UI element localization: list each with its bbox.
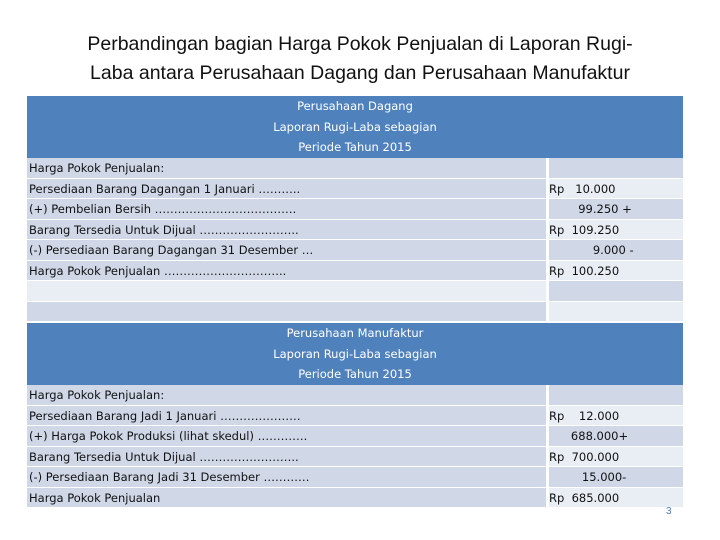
row-value: Rp 109.250 bbox=[549, 220, 683, 240]
row-label: Persediaan Barang Dagangan 1 Januari ……….. bbox=[27, 179, 546, 199]
row-label: (+) Harga Pokok Produksi (lihat skedul) …………. bbox=[27, 426, 546, 446]
row-label bbox=[27, 281, 546, 301]
table-row bbox=[27, 158, 683, 179]
table-row bbox=[27, 302, 683, 323]
row-label bbox=[27, 302, 546, 322]
row-value: 688.000+ bbox=[549, 426, 683, 446]
row-label: (-) Persediaan Barang Dagangan 31 Desember … bbox=[27, 240, 546, 260]
table-row bbox=[27, 467, 683, 488]
table-row bbox=[27, 426, 683, 447]
row-value: Rp 12.000 bbox=[549, 406, 683, 426]
table-row bbox=[27, 447, 683, 468]
row-value: Rp 10.000 bbox=[549, 179, 683, 199]
row-label: Barang Tersedia Untuk Dijual …………………….. bbox=[27, 220, 546, 240]
header-company: Perusahaan Dagang bbox=[297, 99, 413, 113]
row-label: Harga Pokok Penjualan: bbox=[27, 158, 546, 178]
row-label: (-) Persediaan Barang Jadi 31 Desember ………… bbox=[27, 467, 546, 487]
table-row bbox=[27, 199, 683, 220]
table-row bbox=[27, 385, 683, 406]
row-value bbox=[549, 281, 683, 301]
row-value: 15.000- bbox=[549, 467, 683, 487]
row-value: 9.000 - bbox=[549, 240, 683, 260]
row-label: Harga Pokok Penjualan bbox=[27, 488, 546, 508]
table-header-manufaktur bbox=[27, 323, 683, 385]
table-row bbox=[27, 220, 683, 241]
table-row bbox=[27, 281, 683, 302]
table-row bbox=[27, 261, 683, 282]
header-period: Periode Tahun 2015 bbox=[298, 140, 412, 154]
table-row bbox=[27, 406, 683, 427]
row-value: 99.250 + bbox=[549, 199, 683, 219]
table-row bbox=[27, 179, 683, 200]
header-report: Laporan Rugi-Laba sebagian bbox=[273, 119, 437, 134]
table-row bbox=[27, 488, 683, 509]
header-company: Perusahaan Manufaktur bbox=[286, 326, 424, 340]
row-label: Harga Pokok Penjualan ………………………….. bbox=[27, 261, 546, 281]
row-label: (+) Pembelian Bersih ………………………………. bbox=[27, 199, 546, 219]
row-value: Rp 100.250 bbox=[549, 261, 683, 281]
row-label: Harga Pokok Penjualan: bbox=[27, 385, 546, 405]
table-row bbox=[27, 240, 683, 261]
title-line-1: Perbandingan bagian Harga Pokok Penjualan di Laporan Rugi- bbox=[87, 33, 633, 55]
row-value bbox=[549, 158, 683, 178]
header-report: Laporan Rugi-Laba sebagian bbox=[273, 346, 437, 361]
slide-title bbox=[0, 30, 720, 88]
row-value bbox=[549, 302, 683, 322]
row-value: Rp 685.000 bbox=[549, 488, 683, 508]
page-number: 3 bbox=[666, 506, 672, 517]
row-label: Barang Tersedia Untuk Dijual …………………….. bbox=[27, 447, 546, 467]
title-line-2: Laba antara Perusahaan Dagang dan Perusahaan Manufaktur bbox=[90, 62, 630, 84]
header-period: Periode Tahun 2015 bbox=[298, 367, 412, 381]
row-label: Persediaan Barang Jadi 1 Januari ………………… bbox=[27, 406, 546, 426]
row-value: Rp 700.000 bbox=[549, 447, 683, 467]
row-value bbox=[549, 385, 683, 405]
table-header-dagang bbox=[27, 96, 683, 158]
